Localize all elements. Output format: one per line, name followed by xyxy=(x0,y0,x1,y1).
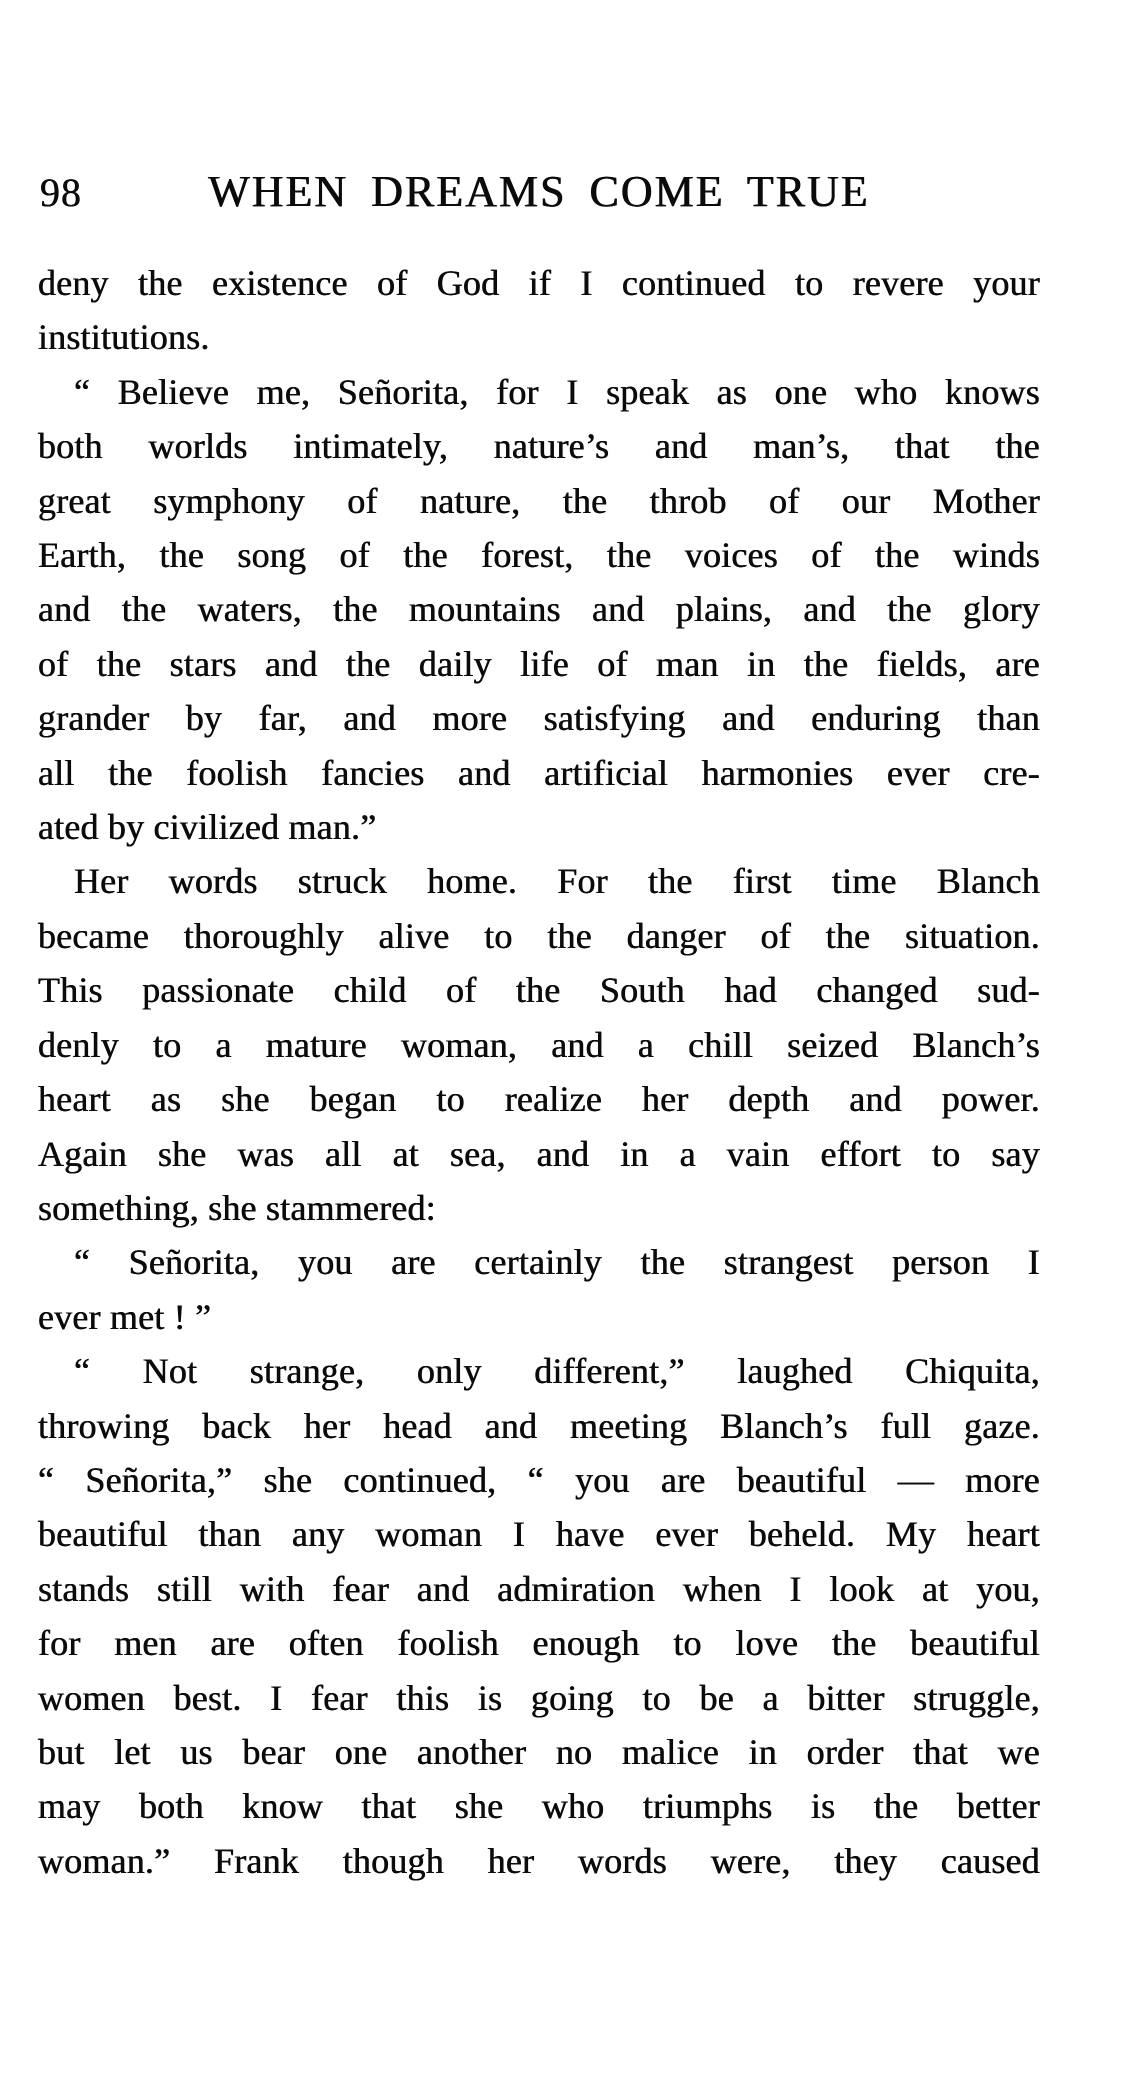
text-line: “ Señorita,” she continued, “ you are beautiful — more xyxy=(38,1459,1040,1500)
text-line: all the foolish fancies and artificial harmonies ever cre- xyxy=(38,752,1040,793)
text-line: great symphony of nature, the throb of our Mother xyxy=(38,480,1040,521)
page-header xyxy=(38,166,1040,218)
text-line: ever met ! ” xyxy=(38,1296,212,1337)
text-line: stands still with fear and admiration when I look at you, xyxy=(38,1568,1040,1609)
text-line: Earth, the song of the forest, the voices of the winds xyxy=(38,535,1040,576)
running-title: WHEN DREAMS COME TRUE xyxy=(208,167,870,216)
text-line: Again she was all at sea, and in a vain effort to say xyxy=(38,1133,1040,1174)
text-line: may both know that she who triumphs is the better xyxy=(38,1786,1040,1827)
page-body xyxy=(38,256,1040,1888)
text-line: This passionate child of the South had changed sud- xyxy=(38,970,1040,1011)
text-line: ated by civilized man.” xyxy=(38,807,377,848)
text-line: both worlds intimately, nature’s and man’s, that the xyxy=(38,426,1040,467)
text-line: something, she stammered: xyxy=(38,1187,436,1228)
page-number: 98 xyxy=(40,170,82,215)
text-line: became thoroughly alive to the danger of the situation. xyxy=(38,915,1040,956)
text-line: woman.” Frank though her words were, they caused xyxy=(38,1840,1040,1881)
text-line: of the stars and the daily life of man in the fields, are xyxy=(38,643,1040,684)
text-line: deny the existence of God if I continued to revere your xyxy=(38,263,1040,303)
text-line: “ Señorita, you are certainly the strangest person I xyxy=(74,1242,1040,1283)
text-line: and the waters, the mountains and plains, and the glory xyxy=(38,589,1040,630)
text-line: “ Believe me, Señorita, for I speak as one who knows xyxy=(74,371,1040,412)
text-line: grander by far, and more satisfying and enduring than xyxy=(38,698,1040,739)
text-line: throwing back her head and meeting Blanch’s full gaze. xyxy=(38,1405,1040,1446)
text-line: heart as she began to realize her depth and power. xyxy=(38,1079,1040,1120)
text-line: Her words struck home. For the first time Blanch xyxy=(74,861,1040,902)
text-line: women best. I fear this is going to be a bitter struggle, xyxy=(38,1677,1040,1718)
text-line: denly to a mature woman, and a chill seized Blanch’s xyxy=(38,1024,1040,1065)
text-line: institutions. xyxy=(38,317,210,358)
text-line: for men are often foolish enough to love the beautiful xyxy=(38,1623,1040,1664)
text-line: beautiful than any woman I have ever beheld. My heart xyxy=(38,1514,1040,1555)
text-line: “ Not strange, only different,” laughed Chiquita, xyxy=(74,1351,1040,1392)
text-line: but let us bear one another no malice in order that we xyxy=(38,1731,1040,1772)
